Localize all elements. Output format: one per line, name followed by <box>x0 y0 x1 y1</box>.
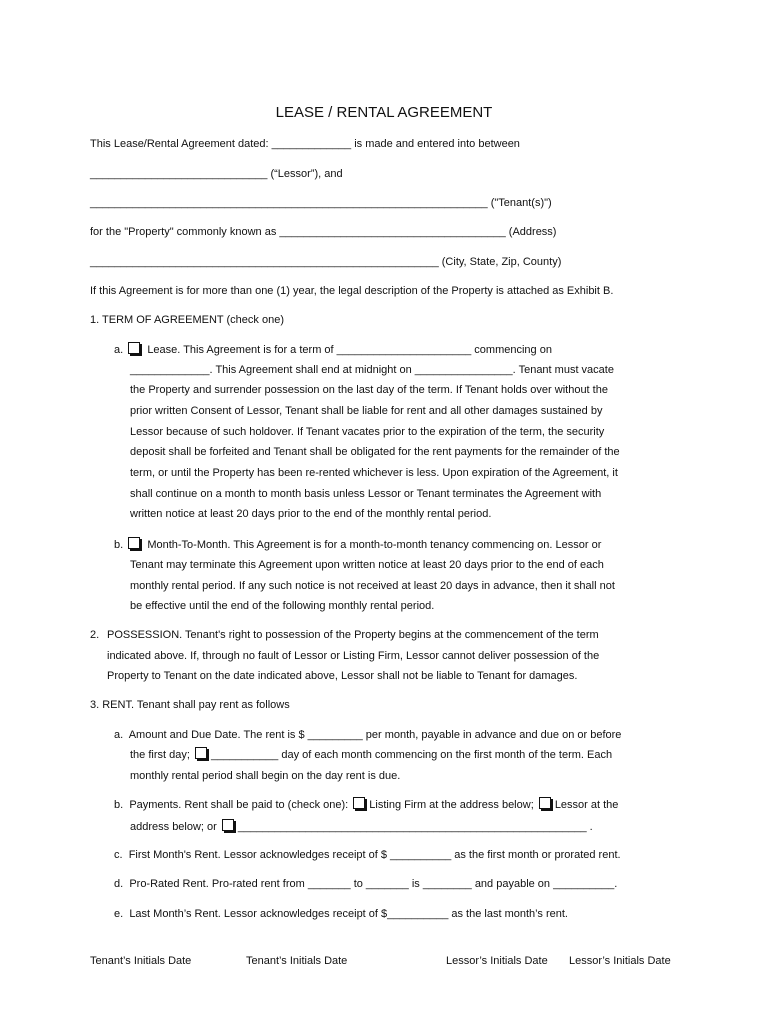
intro-line-lessor: _____________________________ (“Lessor”), and <box>90 168 343 180</box>
due-day-checkbox[interactable] <box>195 747 207 759</box>
option-label: b. <box>114 799 124 811</box>
footer-tenant-initials-1: Tenant’s Initials Date <box>90 955 192 967</box>
lessor-text: Lessor at the <box>554 799 619 811</box>
option-label: c. <box>114 849 123 861</box>
term-option-month-to-month <box>114 537 601 551</box>
lease-text-line: Lessor because of such holdover. If Tenant vacates prior to the expiration of the term, the security <box>130 426 605 438</box>
possession-line: indicated above. If, through no fault of Lessor or Listing Firm, Lessor cannot deliver possession of the <box>107 650 600 662</box>
listing-firm-checkbox[interactable] <box>353 797 365 809</box>
rent-b-line-2 <box>130 819 593 833</box>
payments-text: Payments. Rent shall be paid to (check one): <box>129 799 349 811</box>
intro-line-date: This Lease/Rental Agreement dated: _____________ is made and entered into between <box>90 138 520 150</box>
listing-firm-text: Listing Firm at the address below; <box>369 799 534 811</box>
lease-checkbox[interactable] <box>128 342 140 354</box>
footer-tenant-initials-2: Tenant’s Initials Date <box>246 955 348 967</box>
possession-line: Property to Tenant on the date indicated above, Lessor shall not be liable to Tenant for damages. <box>107 670 578 682</box>
first-month-text: First Month's Rent. Lessor acknowledges receipt of $ __________ as the first month or prorated rent. <box>128 849 621 861</box>
possession-line: POSSESSION. Tenant's right to possession of the Property begins at the commencement of the term <box>107 629 599 641</box>
rent-amount-text: Amount and Due Date. The rent is $ _________ per month, payable in advance and due on or before <box>128 729 622 741</box>
last-month-text: Last Month’s Rent. Lessor acknowledges receipt of $__________ as the last month’s rent. <box>129 908 568 920</box>
section-3-heading: 3. RENT. Tenant shall pay rent as follows <box>90 699 290 711</box>
lease-text-line: deposit shall be forfeited and Tenant shall be obligated for the rent payments for the remainder of the <box>130 446 620 458</box>
option-label: a. <box>114 344 124 356</box>
rent-item-e <box>114 908 568 920</box>
other-payee-checkbox[interactable] <box>222 819 234 831</box>
prorated-text: Pro-Rated Rent. Pro-rated rent from _______ to _______ is ________ and payable on __________. <box>129 878 618 890</box>
lease-text-line: term, or until the Property has been re-rented whichever is less. Upon expiration of the Agreement, it <box>130 467 618 479</box>
rent-item-d <box>114 878 617 890</box>
option-label: a. <box>114 729 124 741</box>
rent-item-b <box>114 797 618 811</box>
rent-a-line-3: monthly rental period shall begin on the day rent is due. <box>130 770 401 782</box>
month-text-line: monthly rental period. If any such notice is not received at least 20 days in advance, then it shall not <box>130 580 615 592</box>
lease-text: Lease. This Agreement is for a term of ______________________ commencing on <box>147 344 552 356</box>
rent-a2-pre: the first day; <box>130 749 190 761</box>
lease-text-line: the Property and surrender possession on the last day of the term. If Tenant holds over without the <box>130 384 608 396</box>
lease-text-line: written notice at least 20 days prior to the end of the monthly rental period. <box>130 508 492 520</box>
rent-item-c <box>114 849 621 861</box>
document-title: LEASE / RENTAL AGREEMENT <box>275 104 493 121</box>
month-text-line: be effective until the end of the following monthly rental period. <box>130 600 435 612</box>
section-2-number: 2. <box>90 629 100 641</box>
intro-line-tenant: _________________________________________________________________ ("Tenant(s)") <box>90 197 552 209</box>
rent-a-line-2 <box>130 747 612 761</box>
option-label: b. <box>114 539 124 551</box>
other-payee-blank: _________________________________________________________ . <box>237 821 593 833</box>
section-1-heading: 1. TERM OF AGREEMENT (check one) <box>90 314 284 326</box>
option-label: e. <box>114 908 124 920</box>
payments-or-text: address below; or <box>130 821 217 833</box>
rent-item-a <box>114 729 621 741</box>
term-option-lease <box>114 342 552 356</box>
intro-line-exhibit: If this Agreement is for more than one (1) year, the legal description of the Property is attached as Exhibit B. <box>90 285 614 297</box>
intro-line-address: for the "Property" commonly known as _____________________________________ (Address) <box>90 226 557 238</box>
option-label: d. <box>114 878 124 890</box>
rent-a2-post: ___________ day of each month commencing on the first month of the term. Each <box>210 749 613 761</box>
footer-lessor-initials-2: Lessor’s Initials Date <box>569 955 671 967</box>
footer-lessor-initials-1: Lessor’s Initials Date <box>446 955 548 967</box>
lease-text-line: _____________. This Agreement shall end at midnight on ________________. Tenant must vacate <box>130 364 614 376</box>
lease-text-line: shall continue on a month to month basis unless Lessor or Tenant terminates the Agreement with <box>130 488 602 500</box>
month-to-month-checkbox[interactable] <box>128 537 140 549</box>
intro-line-city: _________________________________________________________ (City, State, Zip, County) <box>90 256 562 268</box>
lease-text-line: prior written Consent of Lessor, Tenant shall be liable for rent and all other damages sustained by <box>130 405 603 417</box>
month-to-month-text: Month-To-Month. This Agreement is for a month-to-month tenancy commencing on. Lessor or <box>147 539 602 551</box>
month-text-line: Tenant may terminate this Agreement upon written notice at least 20 days prior to the end of each <box>130 559 604 571</box>
lessor-checkbox[interactable] <box>539 797 551 809</box>
